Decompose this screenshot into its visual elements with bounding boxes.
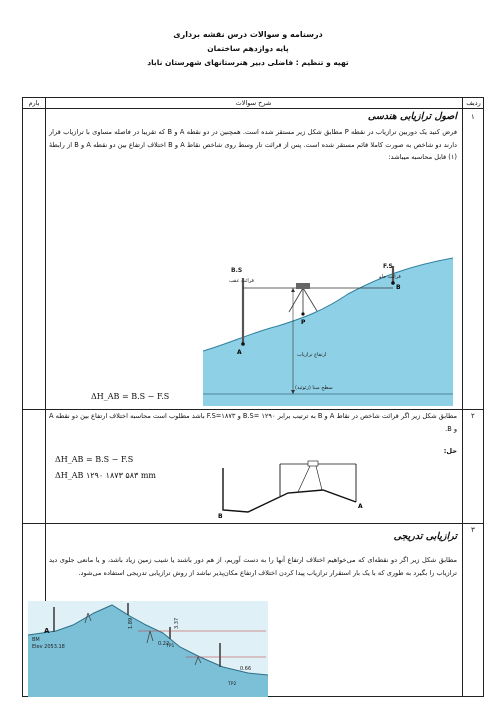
fig3-tp1: TP1 [166, 644, 175, 649]
fig3-value-2: 0.22 [158, 641, 170, 647]
questions-table [22, 97, 484, 697]
doc-title: درسنامه و سوالات درس نقشه برداری [173, 30, 323, 39]
fig2-point-b: B [218, 513, 223, 520]
q2-formula-2: ΔH_AB ۱۲۹۰ ۱۸۷۳ ۵۸۳ mm [55, 471, 157, 480]
q2-formula-1: ΔH_AB = B.S − F.S [55, 455, 134, 464]
fig3-value-3: 0.66 [240, 666, 252, 672]
q1-formula: ΔH_AB = B.S − F.S [91, 392, 170, 401]
fig2-point-a: A [358, 503, 363, 510]
q1-number: ۱ [471, 113, 475, 121]
q2-number: ۲ [471, 412, 475, 420]
header-row: ردیف [466, 99, 481, 107]
q1-leveling-figure [203, 256, 453, 406]
fig1-point-a: A [237, 349, 242, 356]
fig3-value-1: 1.89 [128, 617, 134, 629]
q2-solution-label: حل: [443, 447, 457, 455]
fig3-tp2: TP2 [228, 682, 237, 687]
q3-text: مطابق شکل زیر اگر دو نقطه‌ای که می‌خواهیم اختلاف ارتفاع آنها را به دست آوریم، از هم دور باشند یا شیب زمین زیاد باشد، و یا مانعی جلوی دید ترازیاب را بگیرد به طوری که با یک بار استقرار ترازیاب پیدا کردن اختلاف ارتفاع مکان‌پذیر نباشد از روش ترازیابی تدریجی استفاده می‌شود. [49, 556, 457, 577]
q3-number: ۳ [471, 526, 475, 534]
fig1-bs-sub: قرائت عقب [229, 278, 254, 284]
fig3-bm-label: BM [32, 637, 40, 643]
fig1-height-label: ارتفاع ترازیاب [297, 352, 327, 358]
fig3-elev-label: Elev 2053.18 [32, 644, 65, 650]
q3-title: ترازیابی تدریجی [393, 531, 457, 542]
fig1-fs-sub: قرائت جلو [379, 274, 401, 280]
header-description: شرح سوالات [235, 99, 272, 107]
doc-grade: پایه دوازدهم ساختمان [207, 44, 289, 53]
q2-cross-section-figure [218, 460, 378, 520]
q1-title: اصول ترازیابی هندسی [367, 111, 457, 122]
fig3-value-4: 3.37 [174, 617, 180, 629]
fig1-fs-label: F.S [383, 263, 393, 270]
q2-text: مطابق شکل زیر اگر قرائت شاخص در نقاط A و B به ترتیب برابر B.S= ۱۲۹۰ و F.S=۱۸۷۳ باشد مطلوب است محاسبه اختلاف ارتفاع بین دو نقطه A و B. [49, 412, 457, 433]
fig1-point-p: P [301, 319, 306, 326]
fig3-point-a: A [44, 627, 50, 635]
header-score: بارم [28, 99, 40, 107]
q1-text: فرض کنید یک دوربین ترازیاب در نقطه P مطابق شکل زیر مستقر شده است. همچنین در دو نقطه A و B که تقریبا در فاصله مساوی با ترازیاب قرار دارند دو شاخص به صورت کاملا قائم مستقر شده است. پس از قرائت تار وسط روی شاخص نقاط A و B اختلاف ارتفاع بین دو نقطه A و B از رابطهٔ (۱) قابل محاسبه میباشد: [49, 128, 457, 161]
fig1-bs-label: B.S [231, 267, 243, 274]
fig1-point-b: B [396, 284, 401, 291]
q3-differential-leveling-figure [28, 601, 268, 697]
fig1-datum-label: سطح مبنا (ژئوئید) [295, 385, 333, 391]
doc-author: تهیه و تنظیم : فاضلی دبیر هنرستانهای شهرستان ناباد [147, 58, 349, 67]
